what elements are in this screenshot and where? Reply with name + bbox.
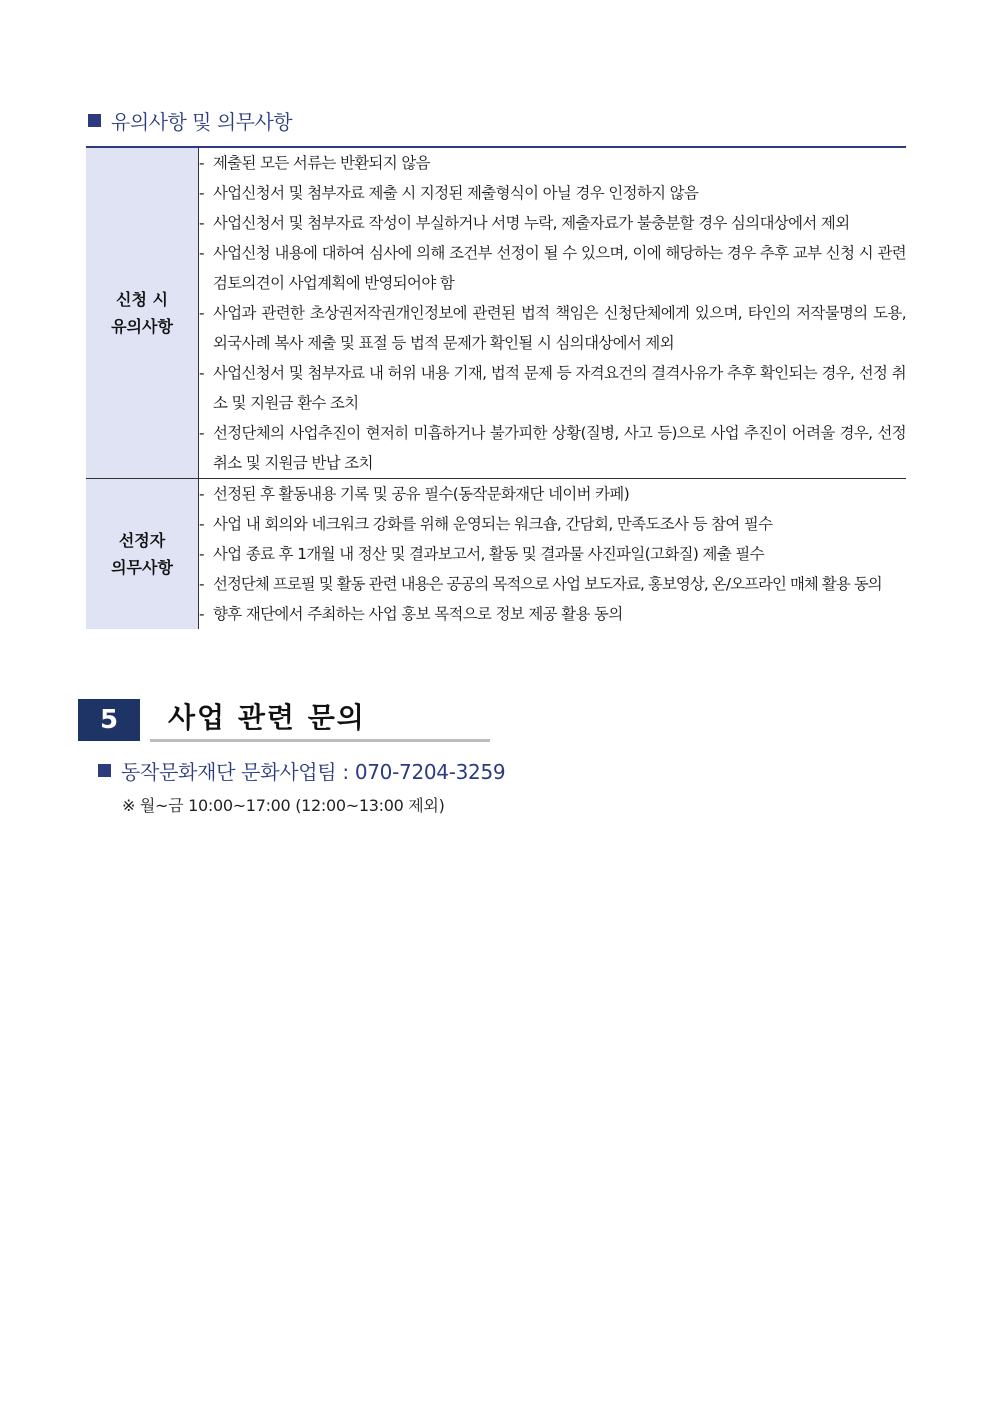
section-heading xyxy=(88,106,292,135)
row-label xyxy=(86,479,199,630)
table-row xyxy=(86,147,906,479)
row-label-line: 유의사항 xyxy=(111,317,173,336)
list-item: - 사업신청 내용에 대하여 심사에 의해 조건부 선정이 될 수 있으며, 이에 해당하는 경우 추후 교부 신청 시 관련 검토의견이 사업계획에 반영되어야 함 xyxy=(199,244,906,292)
list-item: - 선정단체의 사업추진이 현저히 미흡하거나 불가피한 상황(질병, 사고 등)으로 사업 추진이 어려울 경우, 선정취소 및 지원금 반납 조치 xyxy=(199,424,906,472)
list-item: - 사업 내 회의와 네크워크 강화를 위해 운영되는 워크숍, 간담회, 만족도조사 등 참여 필수 xyxy=(199,515,773,533)
list-item: - 사업과 관련한 초상권저작권개인정보에 관련된 법적 책임은 신청단체에게 있으며, 타인의 저작물명의 도용, 외국사례 복사 제출 및 표절 등 법적 문제가 확인될 시 심의대상에서 제외 xyxy=(199,304,906,352)
list-item: - 사업 종료 후 1개월 내 정산 및 결과보고서, 활동 및 결과물 사진파일(고화질) 제출 필수 xyxy=(199,545,764,563)
list-item: - 사업신청서 및 첨부자료 제출 시 지정된 제출형식이 아닐 경우 인정하지 않음 xyxy=(199,184,699,202)
section-heading-text: 유의사항 및 의무사항 xyxy=(111,110,293,134)
list-item: - 제출된 모든 서류는 반환되지 않음 xyxy=(199,154,430,172)
list-item: - 사업신청서 및 첨부자료 내 허위 내용 기재, 법적 문제 등 자격요건의 결격사유가 추후 확인되는 경우, 선정 취소 및 지원금 환수 조치 xyxy=(199,364,906,412)
square-bullet-icon xyxy=(88,114,101,127)
row-label xyxy=(86,147,199,479)
row-label-line: 선정자 xyxy=(118,531,166,550)
row-content xyxy=(199,479,907,630)
office-hours-note: ※ 월~금 10:00~17:00 (12:00~13:00 제외) xyxy=(122,796,445,815)
row-label-line: 의무사항 xyxy=(111,558,173,577)
contact-text: 동작문화재단 문화사업팀 : 070-7204-3259 xyxy=(121,760,506,784)
notice-table xyxy=(86,146,906,630)
contact-line xyxy=(98,756,505,785)
section-5-header xyxy=(78,698,366,742)
list-item: - 향후 재단에서 주최하는 사업 홍보 목적으로 정보 제공 활용 동의 xyxy=(199,605,623,623)
row-content xyxy=(199,147,907,479)
list-item: - 선정된 후 활동내용 기록 및 공유 필수(동작문화재단 네이버 카페) xyxy=(199,485,630,503)
list-item: - 사업신청서 및 첨부자료 작성이 부실하거나 서명 누락, 제출자료가 불충분할 경우 심의대상에서 제외 xyxy=(199,214,850,232)
section-title: 사업 관련 문의 xyxy=(150,698,490,742)
square-bullet-icon xyxy=(98,764,111,777)
section-number-badge: 5 xyxy=(78,699,140,741)
table-row xyxy=(86,479,906,630)
list-item: - 선정단체 프로필 및 활동 관련 내용은 공공의 목적으로 사업 보도자료, 홍보영상, 온/오프라인 매체 활용 동의 xyxy=(199,575,882,593)
row-label-line: 신청 시 xyxy=(116,290,168,309)
